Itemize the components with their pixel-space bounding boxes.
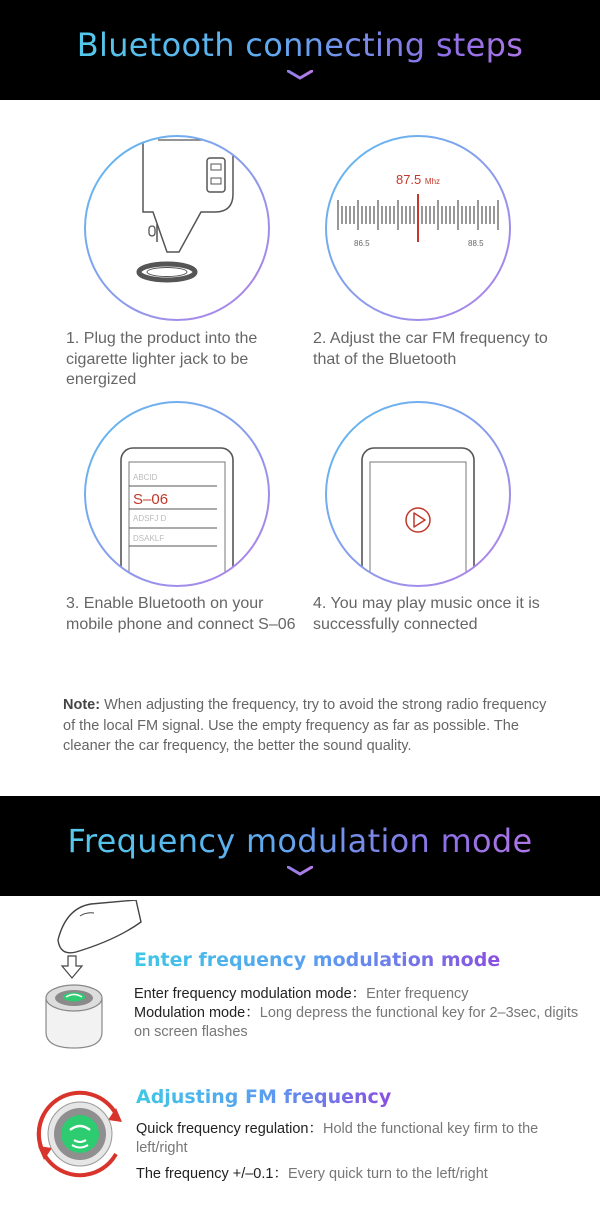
fm-mode-heading: Enter frequency modulation mode bbox=[134, 949, 501, 971]
knob-button-icon bbox=[48, 1102, 112, 1166]
header-banner bbox=[0, 0, 600, 100]
knob-button-icon bbox=[46, 985, 102, 1048]
step-4-text: 4. You may play music once it is successfully connected bbox=[313, 595, 540, 633]
step-1-text: 1. Plug the product into the cigarette lighter jack to be energized bbox=[66, 330, 258, 388]
step-2-text: 2. Adjust the car FM frequency to that of the Bluetooth bbox=[313, 330, 548, 368]
note-label: Note: bbox=[63, 697, 101, 713]
press-button-illustration bbox=[36, 900, 146, 1060]
chevron-down-icon bbox=[287, 866, 313, 876]
fm-mode-description: Enter frequency modulation mode：Enter frequency Modulation mode：Long depress the functional key for 2–3sec, digits on screen flashes bbox=[134, 986, 579, 1040]
step-2-illustration bbox=[324, 134, 512, 322]
step-4-illustration bbox=[324, 400, 512, 588]
arrow-down-icon bbox=[62, 956, 82, 978]
dial-left-label: 86.5 bbox=[354, 239, 370, 248]
note-paragraph bbox=[63, 695, 553, 757]
adjust-fm-description: Quick frequency regulation：Hold the functional key firm to the left/right bbox=[136, 1121, 539, 1156]
step-1-illustration bbox=[83, 134, 271, 322]
dial-right-label: 88.5 bbox=[468, 239, 484, 248]
device-list-item-selected: S–06 bbox=[133, 491, 169, 508]
chevron-down-icon bbox=[287, 70, 313, 80]
fm-dial-ticks bbox=[338, 194, 498, 242]
banner-title: Bluetooth connecting steps bbox=[0, 26, 600, 64]
adjust-fm-description: The frequency +/–0.1：Every quick turn to the left/right bbox=[136, 1166, 488, 1182]
phone-icon bbox=[362, 448, 474, 588]
banner-title: Frequency modulation mode bbox=[0, 822, 600, 860]
device-list-item: DSAKLF bbox=[133, 534, 165, 543]
step-3-text: 3. Enable Bluetooth on your mobile phone and connect S–06 bbox=[66, 595, 296, 633]
car-charger-icon bbox=[139, 134, 233, 280]
step-3-illustration bbox=[83, 400, 271, 588]
note-text: When adjusting the frequency, try to avoid the strong radio frequency of the local FM signal. Use the empty frequency as far as possible. The cleaner the car frequency, the better the sound quality. bbox=[63, 697, 547, 754]
device-list-item: ADSFJ D bbox=[133, 514, 167, 523]
dial-frequency: 87.5 Mhz bbox=[395, 172, 441, 187]
device-list-item: ABCID bbox=[133, 473, 158, 482]
header-banner bbox=[0, 796, 600, 896]
adjust-fm-heading: Adjusting FM frequency bbox=[136, 1086, 392, 1108]
rotate-knob-illustration bbox=[30, 1084, 130, 1184]
finger-icon bbox=[58, 900, 141, 953]
